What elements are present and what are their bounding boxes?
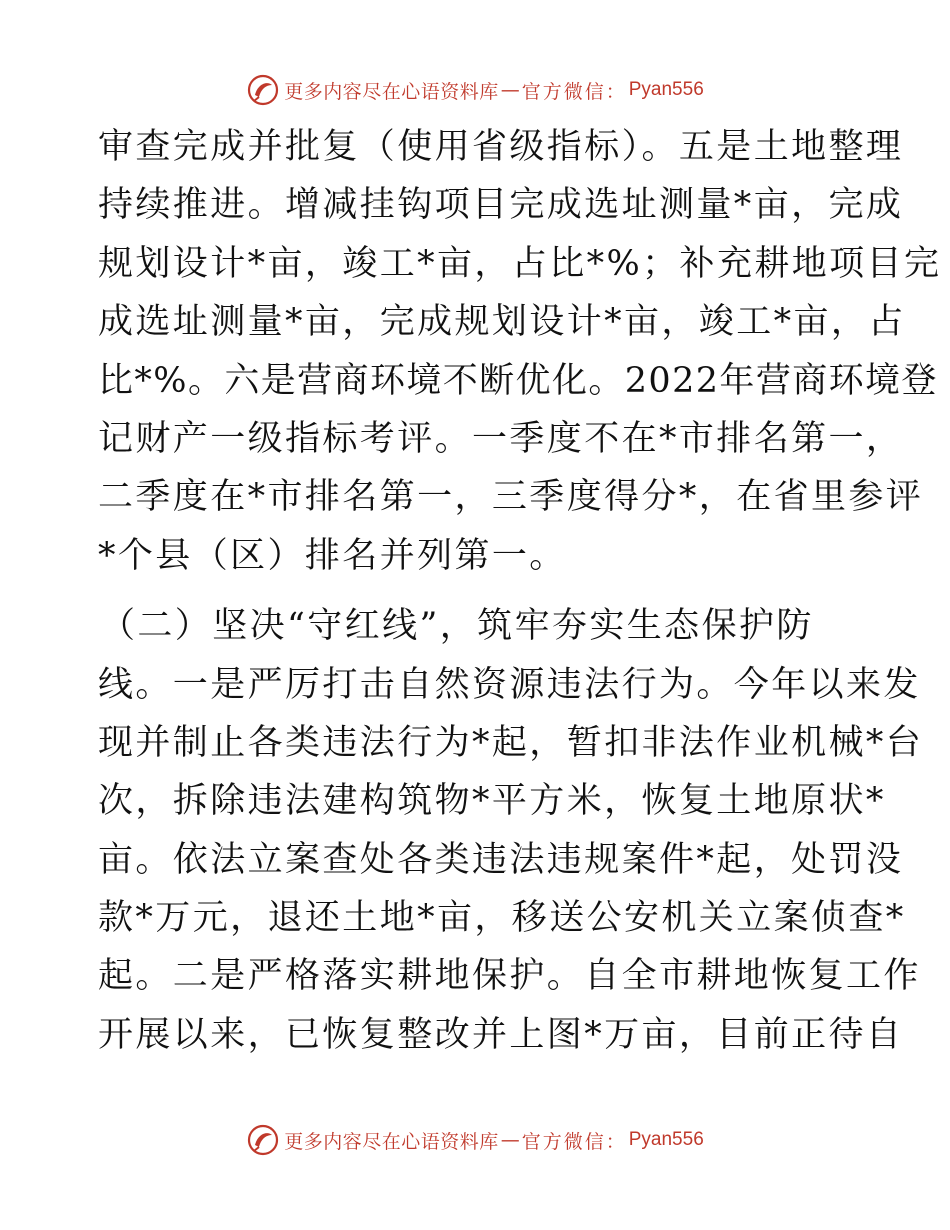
text-line: 持续推进。增减挂钩项目完成选址测量*亩，完成	[98, 185, 904, 226]
footer-watermark	[0, 1120, 950, 1160]
banner-title: 更多内容尽在心语资料库	[284, 1130, 499, 1153]
header-watermark	[0, 70, 950, 110]
section-heading-line: （二）坚决“守红线”，筑牢夯实生态保护防	[100, 606, 814, 647]
text-line: 线。一是严厉打击自然资源违法行为。今年以来发	[98, 664, 921, 705]
text-line: 二季度在*市排名第一，三季度得分*，在省里参评	[98, 477, 924, 518]
text-line: 款*万元，退还土地*亩，移送公安机关立案侦查*	[98, 898, 906, 939]
banner-wechat-id: Pyan556	[628, 79, 704, 100]
paragraph-1	[98, 118, 942, 585]
banner-title: 更多内容尽在心语资料库	[284, 80, 499, 103]
text-line: 成选址测量*亩，完成规划设计*亩，竣工*亩，占	[98, 302, 906, 343]
brand-logo-icon	[246, 73, 280, 107]
document-body	[98, 118, 942, 1064]
text-line: 比*%。六是营商环境不断优化。2022年营商环境登	[98, 360, 938, 401]
brand-logo-icon	[246, 1123, 280, 1157]
banner-dash: —	[500, 79, 520, 101]
text-line: 起。二是严格落实耕地保护。自全市耕地恢复工作	[98, 956, 921, 997]
banner-wechat-id: Pyan556	[628, 1129, 704, 1150]
text-line: 开展以来，已恢复整改并上图*万亩，目前正待自	[98, 1014, 904, 1055]
paragraph-2	[98, 597, 924, 1064]
text-line: 记财产一级指标考评。一季度不在*市排名第一，	[98, 418, 904, 459]
text-line: 审查完成并批复（使用省级指标）。五是土地整理	[98, 127, 904, 167]
text-line: 规划设计*亩，竣工*亩，占比*%；补充耕地项目完	[98, 243, 942, 284]
text-line: 现并制止各类违法行为*起，暂扣非法作业机械*台	[98, 722, 924, 763]
text-line: *个县（区）排名并列第一。	[98, 535, 567, 576]
banner-label: 官方微信：	[521, 1130, 627, 1153]
text-line: 亩。依法立案查处各类违法违规案件*起，处罚没	[98, 839, 904, 880]
banner-dash: —	[500, 1129, 520, 1151]
text-line: 次，拆除违法建构筑物*平方米，恢复土地原状*	[98, 781, 886, 822]
banner-label: 官方微信：	[521, 80, 627, 103]
